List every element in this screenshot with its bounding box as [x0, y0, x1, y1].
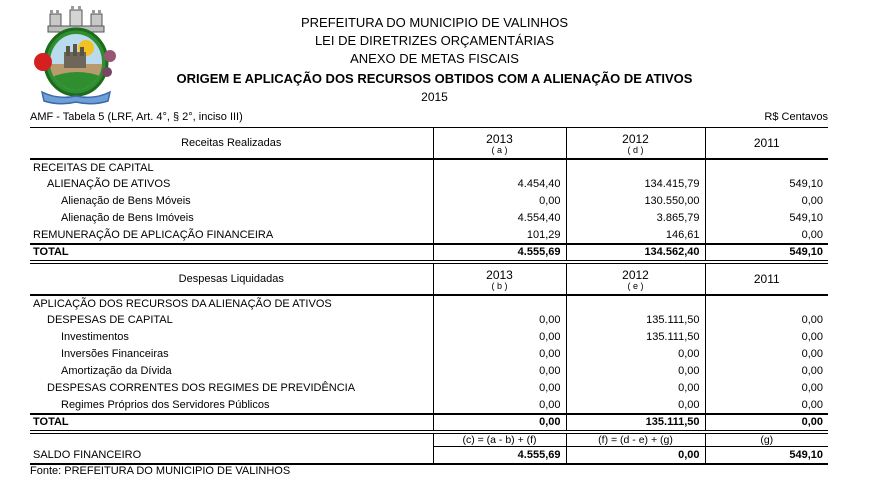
- total-value: 0,00: [705, 414, 828, 432]
- year-2013: 2013: [486, 267, 513, 282]
- table-row: [30, 193, 828, 210]
- col-ref-a: ( a ): [491, 144, 508, 155]
- row-label: RECEITAS DE CAPITAL: [33, 161, 154, 174]
- value-cell: [566, 159, 705, 176]
- value-cell: 0,00: [566, 397, 705, 414]
- table-row: [30, 346, 828, 363]
- value-cell: 0,00: [705, 312, 828, 329]
- total-value: 4.555,69: [433, 244, 566, 262]
- value-cell: 0,00: [433, 329, 566, 346]
- despesas-header-label: Despesas Liquidadas: [30, 262, 433, 295]
- value-cell: [705, 159, 828, 176]
- table-caption: AMF - Tabela 5 (LRF, Art. 4°, § 2°, inciso III): [30, 111, 243, 123]
- saldo-value: 4.555,69: [433, 447, 566, 464]
- table-row: [30, 176, 828, 193]
- table-row: [30, 380, 828, 397]
- value-cell: 4.454,40: [433, 176, 566, 193]
- formula-empty-cell: [30, 432, 433, 447]
- value-cell: 0,00: [705, 346, 828, 363]
- value-cell: 0,00: [705, 329, 828, 346]
- row-label: REMUNERAÇÃO DE APLICAÇÃO FINANCEIRA: [33, 228, 274, 241]
- org-name: PREFEITURA DO MUNICIPIO DE VALINHOS: [300, 15, 569, 30]
- value-cell: 135.111,50: [566, 312, 705, 329]
- year-2011: 2011: [753, 136, 780, 151]
- year-2012: 2012: [622, 267, 649, 282]
- receitas-total-row: [30, 244, 828, 262]
- source-note: Fonte: PREFEITURA DO MUNICIPIO DE VALINHOS: [30, 465, 291, 477]
- table-row: [30, 397, 828, 414]
- value-cell: 0,00: [433, 363, 566, 380]
- table-row: [30, 329, 828, 346]
- despesas-total-row: [30, 414, 828, 432]
- row-label: Investimentos: [61, 331, 129, 343]
- value-cell: 135.111,50: [566, 329, 705, 346]
- row-label: Alienação de Bens Móveis: [61, 195, 191, 207]
- row-label: Inversões Financeiras: [61, 348, 169, 360]
- value-cell: 0,00: [566, 380, 705, 397]
- row-label: Alienação de Bens Imóveis: [61, 212, 194, 224]
- value-cell: [566, 295, 705, 312]
- value-cell: 549,10: [705, 210, 828, 227]
- value-cell: 0,00: [705, 363, 828, 380]
- total-value: 549,10: [705, 244, 828, 262]
- row-label: Regimes Próprios dos Servidores Públicos: [61, 398, 270, 411]
- formula-g: (g): [705, 432, 828, 447]
- value-cell: 134.415,79: [566, 176, 705, 193]
- col-ref-d: ( d ): [627, 144, 644, 155]
- receitas-header-label: Receitas Realizadas: [30, 128, 433, 159]
- row-label: DESPESAS CORRENTES DOS REGIMES DE PREVIDÊNCIA: [47, 382, 356, 394]
- total-value: 0,00: [433, 414, 566, 432]
- value-cell: 0,00: [433, 193, 566, 210]
- formula-c: (c) = (a - b) + (f): [433, 432, 566, 447]
- reference-year: 2015: [421, 90, 448, 104]
- value-cell: 130.550,00: [566, 193, 705, 210]
- row-label: DESPESAS DE CAPITAL: [47, 314, 173, 326]
- table-caption-row: [30, 111, 828, 123]
- formula-row: [30, 432, 828, 447]
- value-cell: 0,00: [705, 397, 828, 414]
- row-label: Amortização da Dívida: [61, 365, 172, 377]
- total-label: TOTAL: [30, 244, 433, 262]
- value-cell: 0,00: [433, 380, 566, 397]
- col-ref-b: ( b ): [491, 280, 508, 291]
- col-2011-header: [705, 128, 828, 159]
- row-label: APLICAÇÃO DOS RECURSOS DA ALIENAÇÃO DE ATIVOS: [33, 297, 332, 310]
- table-row: [30, 210, 828, 227]
- value-cell: [705, 295, 828, 312]
- table-row: [30, 363, 828, 380]
- col-ref-e: ( e ): [627, 280, 644, 291]
- value-cell: 0,00: [705, 380, 828, 397]
- receitas-header-row: [30, 128, 828, 159]
- document-header: [0, 14, 869, 106]
- value-cell: 0,00: [705, 227, 828, 244]
- doc-type: LEI DE DIRETRIZES ORÇAMENTÁRIAS: [314, 33, 555, 48]
- table-row: [30, 312, 828, 329]
- formula-f: (f) = (d - e) + (g): [566, 432, 705, 447]
- despesas-header-row: [30, 262, 828, 295]
- saldo-value: 549,10: [705, 447, 828, 464]
- table-row: [30, 295, 828, 312]
- value-cell: 0,00: [566, 346, 705, 363]
- value-cell: [433, 295, 566, 312]
- value-cell: 0,00: [705, 193, 828, 210]
- value-cell: 146,61: [566, 227, 705, 244]
- saldo-value: 0,00: [566, 447, 705, 464]
- value-cell: 549,10: [705, 176, 828, 193]
- total-label: TOTAL: [30, 414, 433, 432]
- annex-title: ANEXO DE METAS FISCAIS: [350, 51, 519, 66]
- year-2011: 2011: [753, 272, 780, 286]
- saldo-row: [30, 447, 828, 464]
- col-2012d-header: [566, 128, 705, 159]
- table-row: [30, 227, 828, 244]
- value-cell: 101,29: [433, 227, 566, 244]
- total-value: 134.562,40: [566, 244, 705, 262]
- table-row: [30, 159, 828, 176]
- year-2012: 2012: [622, 131, 649, 146]
- col-2013b-header: [433, 262, 566, 295]
- value-cell: [433, 159, 566, 176]
- col-2013a-header: [433, 128, 566, 159]
- value-cell: 4.554,40: [433, 210, 566, 227]
- year-2013: 2013: [486, 131, 513, 146]
- currency-unit: R$ Centavos: [764, 111, 828, 123]
- total-value: 135.111,50: [566, 414, 705, 432]
- value-cell: 0,00: [566, 363, 705, 380]
- fiscal-table: [30, 127, 828, 465]
- saldo-label: SALDO FINANCEIRO: [30, 447, 433, 464]
- value-cell: 0,00: [433, 397, 566, 414]
- page-title: ORIGEM E APLICAÇÃO DOS RECURSOS OBTIDOS COM A ALIENAÇÃO DE ATIVOS: [176, 71, 693, 86]
- col-2011-header: [705, 262, 828, 295]
- row-label: ALIENAÇÃO DE ATIVOS: [47, 178, 171, 190]
- value-cell: 0,00: [433, 346, 566, 363]
- value-cell: 0,00: [433, 312, 566, 329]
- col-2012e-header: [566, 262, 705, 295]
- value-cell: 3.865,79: [566, 210, 705, 227]
